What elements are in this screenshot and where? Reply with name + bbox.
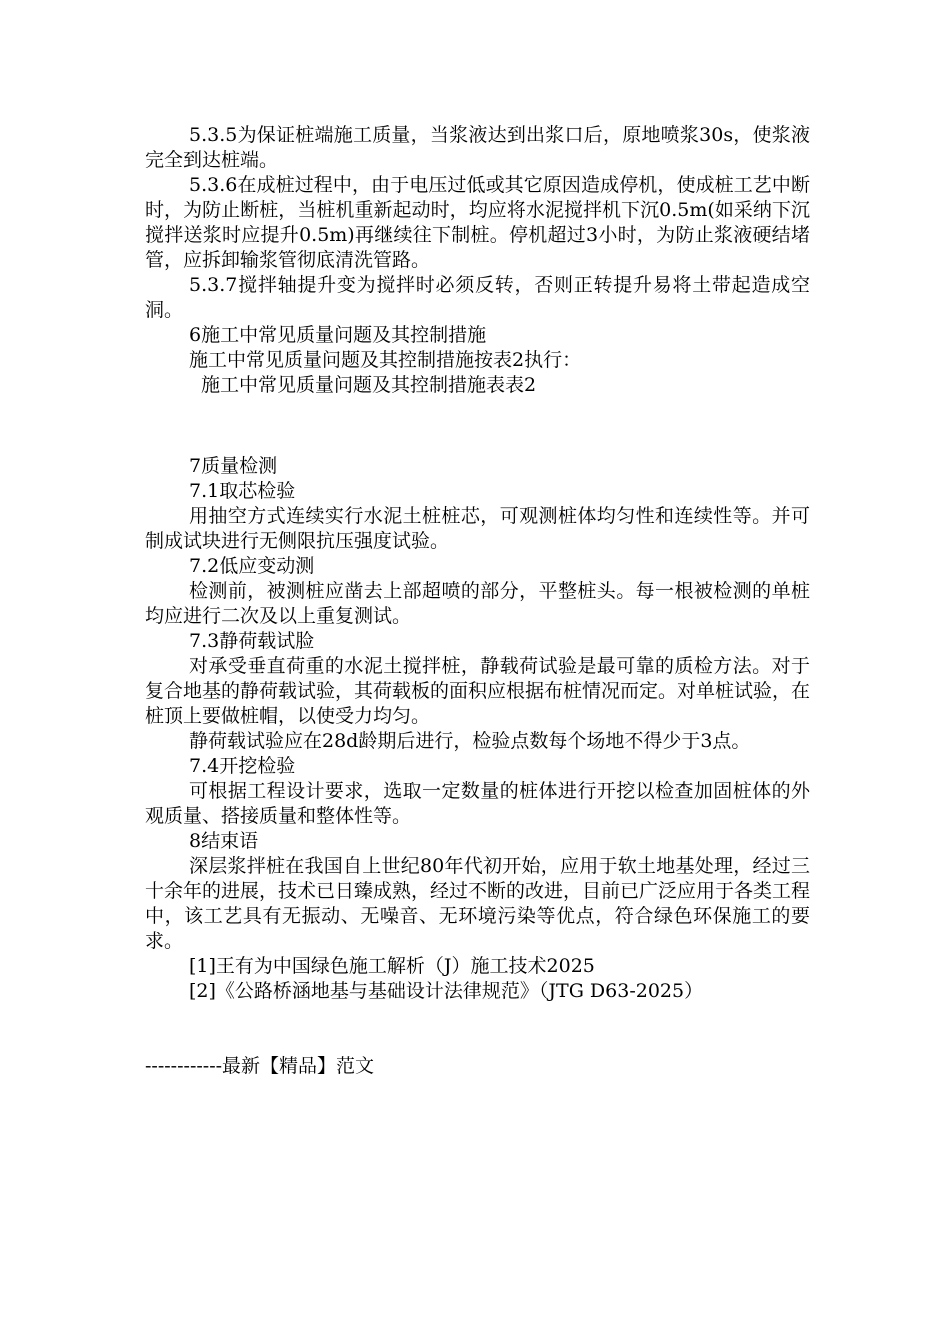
- document-body: [145, 123, 810, 1079]
- footer-text: ------------最新【精品】范文: [145, 1055, 375, 1077]
- section-7-2-heading: 7.2低应变动测: [189, 555, 315, 577]
- paragraph-table-reference: 施工中常见质量问题及其控制措施按表2执行：: [189, 349, 582, 371]
- paragraph-5-3-5: 5.3.5为保证桩端施工质量，当浆液达到出浆口后，原地喷浆30s，使浆液完全到达桩端。: [145, 124, 810, 171]
- section-8-heading: 8结束语: [189, 830, 259, 852]
- paragraph-8: 深层浆拌桩在我国自上世纪80年代初开始，应用于软土地基处理，经过三十余年的进展，技术已日臻成熟，经过不断的改进，目前已广泛应用于各类工程中，该工艺具有无振动、无噪音、无环境污染等优点，符合绿色环保施工的要求。: [145, 855, 811, 952]
- paragraph-7-3-a: 对承受垂直荷重的水泥土搅拌桩，静载荷试验是最可靠的质检方法。对于复合地基的静荷载试验，其荷载板的面积应根据布桩情况而定。对单桩试验，在桩顶上要做桩帽，以使受力均匀。: [145, 655, 811, 727]
- section-7-3-heading: 7.3静荷载试脸: [189, 630, 315, 652]
- paragraph-7-1: 用抽空方式连续实行水泥土桩桩芯，可观测桩体均匀性和连续性等。并可制成试块进行无侧限抗压强度试验。: [145, 505, 810, 552]
- missing-table-space: [145, 398, 810, 454]
- paragraph-7-3-b: 静荷载试验应在28d龄期后进行，检验点数每个场地不得少于3点。: [189, 730, 751, 752]
- section-7-4-heading: 7.4开挖检验: [189, 755, 296, 777]
- table-caption: 施工中常见质量问题及其控制措施表表2: [201, 374, 537, 396]
- paragraph-7-4: 可根据工程设计要求，选取一定数量的桩体进行开挖以检查加固桩体的外观质量、搭接质量和整体性等。: [145, 780, 810, 827]
- reference-1: [1]王有为中国绿色施工解析（J）施工技术2025: [189, 955, 595, 977]
- paragraph-5-3-7: 5.3.7搅拌轴提升变为搅拌时必须反转，否则正转提升易将土带起造成空洞。: [145, 274, 810, 321]
- paragraph-7-2: 检测前，被测桩应凿去上部超喷的部分，平整桩头。每一根被检测的单桩均应进行二次及以上重复测试。: [145, 580, 810, 627]
- reference-2: [2]《公路桥涵地基与基础设计法律规范》（JTG D63-2025）: [189, 980, 704, 1002]
- section-7-1-heading: 7.1取芯检验: [189, 480, 296, 502]
- paragraph-5-3-6: 5.3.6在成桩过程中，由于电压过低或其它原因造成停机，使成桩工艺中断时，为防止断桩，当桩机重新起动时，均应将水泥搅拌机下沉0.5m(如采纳下沉搅拌送浆时应提升0.5m)再继续往下制桩。停机超过3小时，为防止浆液硬结堵管，应拆卸输浆管彻底清洗管路。: [145, 174, 810, 271]
- footer-spacer: [145, 1004, 810, 1054]
- section-6-heading: 6施工中常见质量问题及其控制措施: [189, 324, 487, 346]
- section-7-heading: 7质量检测: [189, 455, 278, 477]
